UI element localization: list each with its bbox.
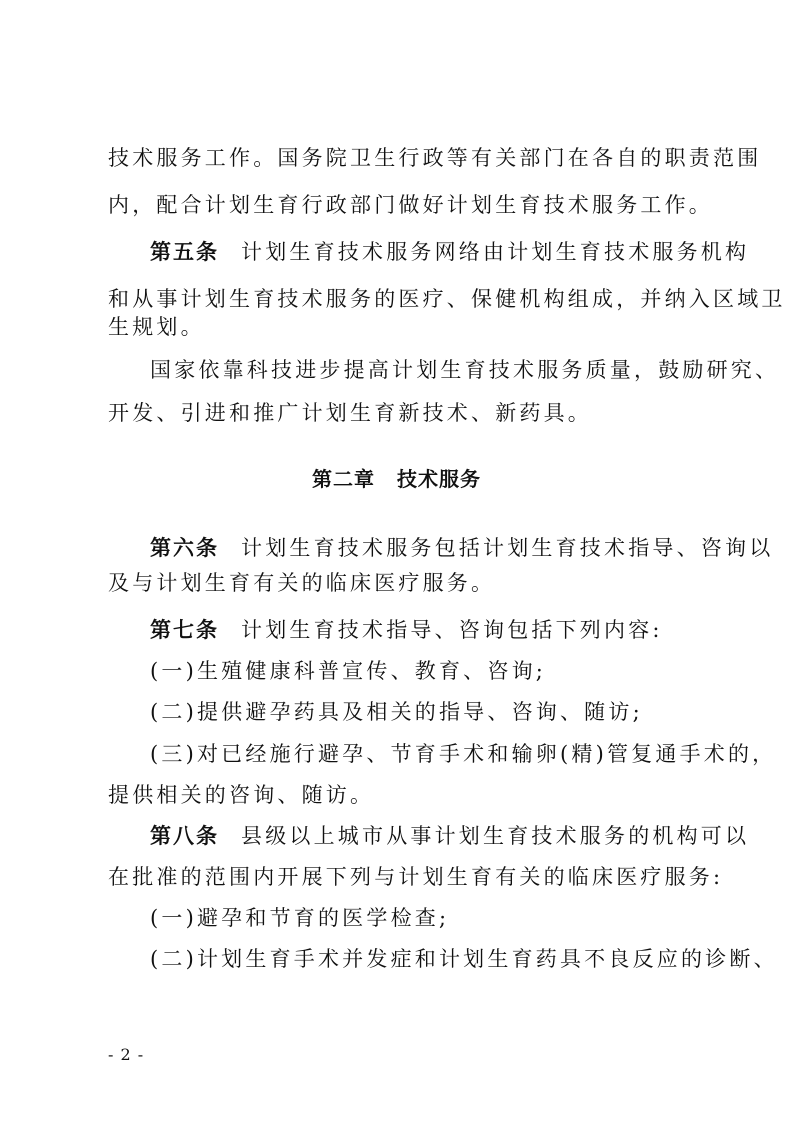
paragraph-line: 开发、引进和推广计划生育新技术、新药具。 (108, 401, 592, 425)
article-8-line (150, 824, 750, 848)
article-5-line (150, 240, 750, 264)
list-item: (一)避孕和节育的医学检查; (150, 906, 450, 930)
article-6-line (150, 536, 774, 560)
article-6-label: 第六条 (150, 536, 219, 560)
list-item: (一)生殖健康科普宣传、教育、咨询; (150, 659, 547, 683)
paragraph-line: 技术服务工作。国务院卫生行政等有关部门在各自的职责范围 (108, 146, 762, 170)
article-5-text: 计划生育技术服务网络由计划生育技术服务机构 (241, 240, 750, 264)
list-item: (二)计划生育手术并发症和计划生育药具不良反应的诊断、 (150, 947, 778, 971)
paragraph-line: 及与计划生育有关的临床医疗服务。 (108, 571, 496, 595)
article-7-line (150, 618, 693, 642)
article-5-label: 第五条 (150, 240, 219, 264)
page-number: - 2 - (108, 1045, 145, 1064)
paragraph-line: 国家依靠科技进步提高计划生育技术服务质量，鼓励研究、 (150, 358, 780, 382)
article-7-label: 第七条 (150, 618, 219, 642)
article-8-label: 第八条 (150, 824, 219, 848)
chapter-title: 技术服务 (397, 467, 481, 491)
paragraph-line: 生规划。 (108, 315, 205, 339)
list-item: (二)提供避孕药具及相关的指导、咨询、随访; (150, 700, 643, 724)
article-8-text: 县级以上城市从事计划生育技术服务的机构可以 (241, 824, 750, 848)
article-7-text: 计划生育技术指导、咨询包括下列内容: (241, 618, 663, 642)
paragraph-line: 内，配合计划生育行政部门做好计划生育技术服务工作。 (108, 193, 713, 217)
paragraph-line: 在批准的范围内开展下列与计划生育有关的临床医疗服务: (108, 865, 724, 889)
list-item: (三)对已经施行避孕、节育手术和输卵(精)管复通手术的， (150, 742, 777, 766)
article-6-text: 计划生育技术服务包括计划生育技术指导、咨询以 (241, 536, 774, 560)
chapter-number: 第二章 (312, 467, 375, 491)
chapter-heading (0, 467, 793, 491)
paragraph-line: 和从事计划生育技术服务的医疗、保健机构组成，并纳入区域卫 (108, 287, 786, 311)
paragraph-line: 提供相关的咨询、随访。 (108, 783, 375, 807)
